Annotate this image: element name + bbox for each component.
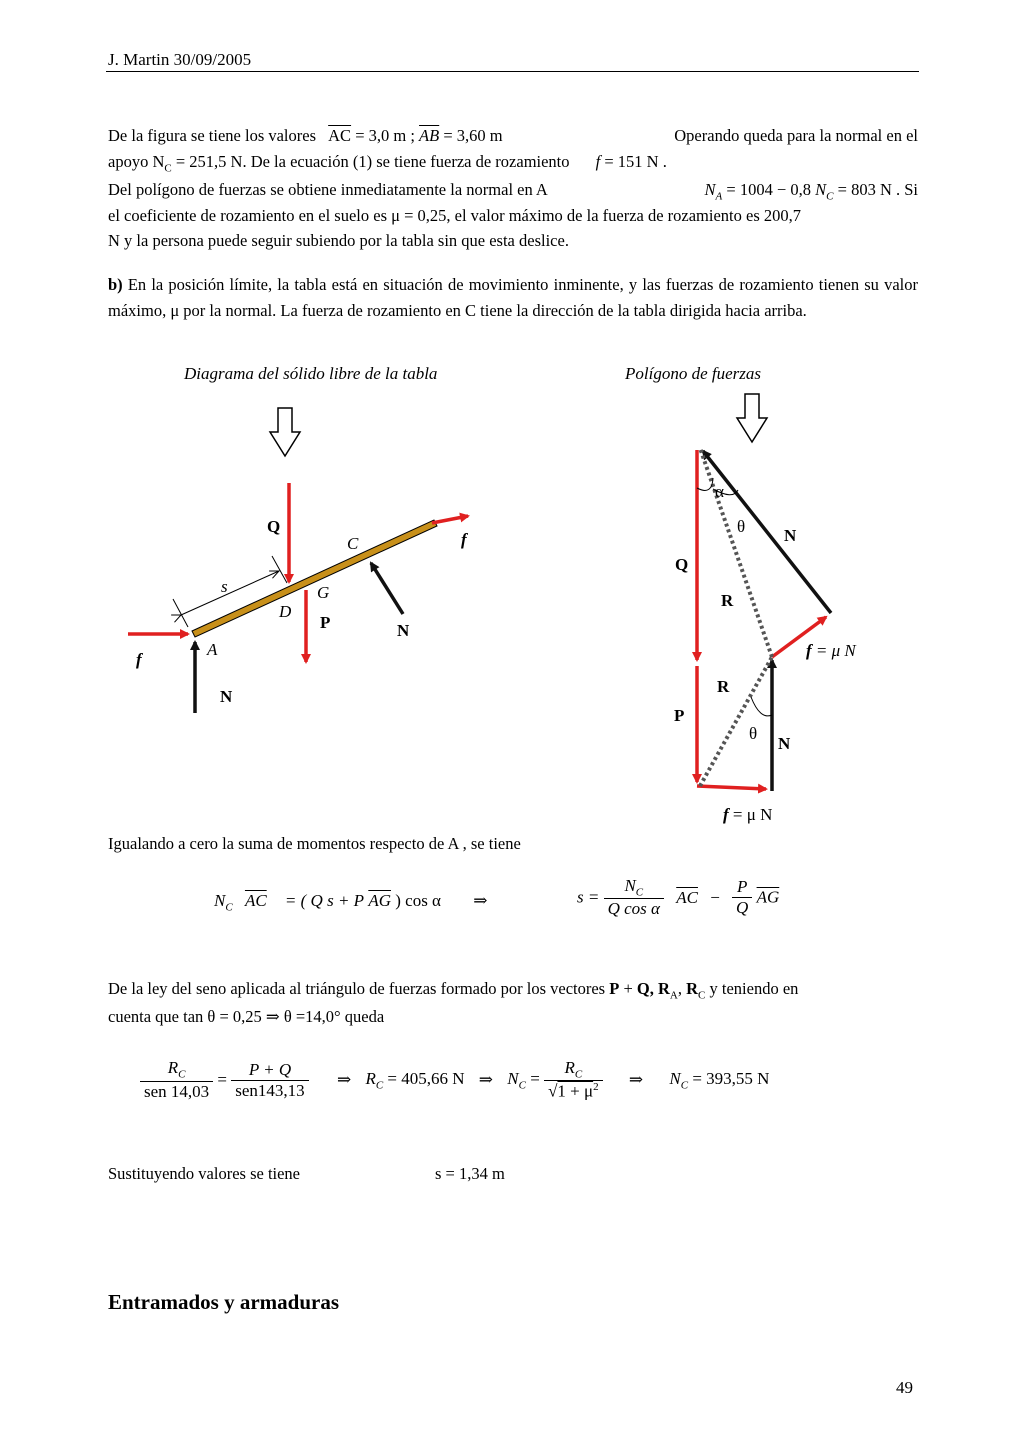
sine-law-line2: cuenta que tan θ = 0,25 ⇒ θ =14,0° queda <box>108 1007 385 1026</box>
p1-line1-end: Operando queda para la normal en el <box>674 126 918 145</box>
label-G: G <box>317 583 330 602</box>
label-N-bottom: N <box>220 687 233 706</box>
caption-polygon: Polígono de fuerzas <box>625 364 761 383</box>
caption-fbd: Diagrama del sólido libre de la tabla <box>184 364 438 383</box>
moments-text: Igualando a cero la suma de momentos respecto de A , se tiene <box>108 834 521 853</box>
section-title: Entramados y armaduras <box>108 1290 340 1314</box>
equation-s: s = $\frac{N_C}{\text{Q cos α}}$ $\overline{AC}$ − $\frac{P}{Q}$ $\overline{AG}$ <box>577 876 780 919</box>
equation-sine-law: $\frac{R_C}{\text{sen 14,03}}$ = $\frac{P + Q}{\text{sen143,13}}$ ⇒ $R_C = 405,66$ N ⇒ $N_C$ = $\frac{R_C}{√1 + \mu^2}$ ⇒ $N_C = 393,55$ N <box>140 1058 769 1102</box>
label-N-top: N <box>784 526 797 545</box>
result-value: s = 1,34 m <box>435 1164 505 1183</box>
p1-line1: De la figura se tiene los valores $\overline{AC} = 3,0$ m ; $\overline{AB} = 3,60$ m <box>108 126 503 145</box>
force-polygon <box>674 394 857 824</box>
force-f-C <box>432 516 468 523</box>
label-P: P <box>320 613 331 632</box>
label-s: s <box>221 577 228 596</box>
sine-law-line1: De la ley del seno aplicada al triángulo de fuerzas formado por los vectores P + Q, $R_A$, $R_C$ y teniendo en <box>108 979 799 1002</box>
p1-line2: apoyo $N_C = 251,5$ N. De la ecuación (1) se tiene fuerza de rozamiento f = 151 N . <box>108 152 667 175</box>
paragraph-b: b) En la posición límite, la tabla está en situación de movimiento inminente, y las fuerzas de rozamiento tienen su valor máximo, μ por la normal. La fuerza de rozamiento en C tiene la dirección de la tabla dirigida hacia arriba. <box>108 275 918 320</box>
label-Q: Q <box>267 517 281 536</box>
label-Q-poly: Q <box>675 555 689 574</box>
label-R-bottom: R <box>717 677 730 696</box>
dim-s-line <box>181 571 279 615</box>
load-arrow-icon-2 <box>737 394 767 442</box>
label-f-left: f <box>136 650 142 669</box>
poly-f-bottom <box>697 786 766 789</box>
force-N-C <box>371 563 403 614</box>
label-C: C <box>347 534 359 553</box>
p1-line4: el coeficiente de rozamiento en el suelo es μ = 0,25, el valor máximo de la fuerza de rozamiento es 200,7 <box>108 206 802 225</box>
page-header: J. Martin 30/09/2005 <box>108 50 252 69</box>
fbd-diagram <box>128 408 469 713</box>
plank <box>192 520 437 637</box>
poly-N-top <box>703 451 831 613</box>
label-f-mid: f = μ N <box>806 641 856 660</box>
label-D: D <box>279 602 292 621</box>
result-label: Sustituyendo valores se tiene <box>108 1164 301 1183</box>
poly-R-top <box>700 448 772 657</box>
label-N-bottom-poly: N <box>778 734 791 753</box>
label-f-top: f <box>461 530 467 549</box>
dim-s-tick2 <box>272 556 287 583</box>
label-R-top: R <box>721 591 734 610</box>
p1-line3: Del polígono de fuerzas se obtiene inmediatamente la normal en A <box>108 180 548 199</box>
equation-moments-lhs: $N_C$ $\overline{AC}$ = ( Q s + P $\overline{AG}$ ) cos α ⇒ <box>214 891 488 914</box>
label-N-right: N <box>397 621 410 640</box>
angle-theta-arc-bottom <box>751 697 772 716</box>
label-alpha: α <box>715 482 724 501</box>
p1-line5: N y la persona puede seguir subiendo por la tabla sin que esta deslice. <box>108 231 569 250</box>
label-f-bottom: f = μ N <box>723 805 773 824</box>
p1-line3-end: $N_A = 1004 - 0,8$ $N_C = 803$ N . Si <box>704 180 918 203</box>
label-P-poly: P <box>674 706 685 725</box>
label-A: A <box>207 640 218 659</box>
label-theta-top: θ <box>737 517 746 536</box>
load-arrow-icon <box>270 408 300 456</box>
poly-R-bottom <box>700 657 772 786</box>
label-theta-bottom: θ <box>749 724 758 743</box>
page-number: 49 <box>896 1378 913 1397</box>
